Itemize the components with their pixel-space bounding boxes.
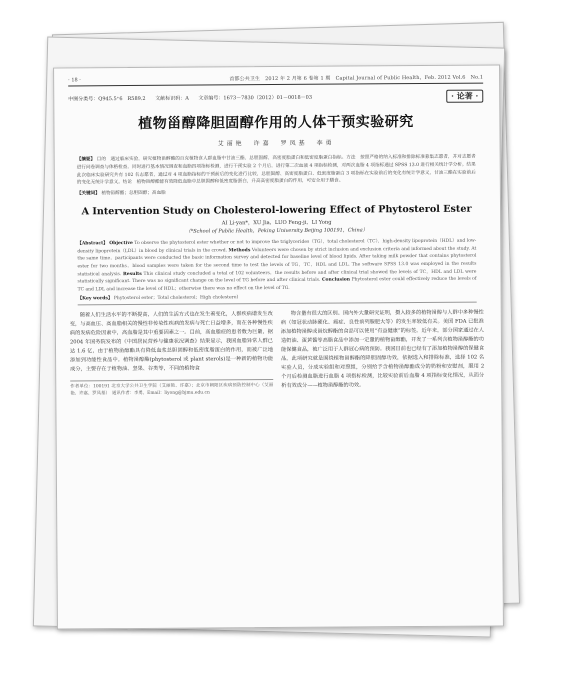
body-column-right (281, 309, 485, 396)
running-header (68, 74, 483, 87)
keywords-zh-text: 植物甾醇酯；总胆固醇；高血脂 (101, 190, 166, 197)
conclusion-label: Conclusion (321, 277, 351, 283)
keywords-en-text: Phytosterol ester；Total cholesterol；High cholesterol (113, 295, 238, 302)
classification-line (68, 90, 483, 106)
footnotes: 作者单位：100191 北京大学公共卫生学院（艾丽艳、许嘉）；北京市朝阳区疾病预防控制中心（艾丽艳、许嘉、罗凤基） 通讯作者：李勇，Email：liyong@bjmu.edu.cn (70, 379, 273, 397)
authors-zh: 艾丽艳 许嘉 罗凤基 李勇 (217, 139, 335, 148)
article-title-zh: 植物甾醇降胆固醇作用的人体干预实验研究 (138, 114, 414, 132)
article-id: 文章编号：1673－7830（2012）01－0018－03 (198, 94, 313, 102)
journal-info: 首都公共卫生 2012 年 2 月第 6 卷第 1 期 Capital Journal of Public Health，Feb. 2012 Vol.6 No.1 (229, 74, 484, 83)
document-code: 文献标识码：A (155, 95, 189, 102)
abstract-zh (76, 154, 481, 188)
keywords-en-label: 【Key words】 (77, 296, 113, 302)
column-badge: · 论著 · (446, 90, 483, 103)
objective-text: To observe the phytosterol ester whether or not to improve the triglycerides（TG），total cholesterol（TC），high-density lipoprotein（HDL）and low-density lipoprotein（LDL）in blood by clinical trials in the crowd. (77, 238, 477, 255)
front-page-sheet (53, 64, 504, 629)
authors-en: AI Li-yan*，XU Jia，LUO Feng-ji，LI Yong (221, 219, 332, 227)
body-paragraph: 物含量有很大的区别。国内外大量研究证明，摄入较多的植物甾醇与人群中多种慢性病（如冠状动脉硬化、癌症、良性前列腺肥大等）的发生率较低有关。美国 FDA 已批准添加植物甾醇或甾烷醇酯的食品可以使用“有益健康”的标签。近年来，部分国家通过在人造奶油、蛋黄酱等高脂食品中添加一定量的植物甾醇酯，开发了一系列含植物甾醇酯的功能保健食品，被广泛用于人群冠心病的预防。我国目前也已经有了添加植物甾醇的保健食品。此项研究就是围绕植物甾醇酯的降胆固醇功效，依据选入和排除标准，选择 102 名实验人员，分成实验组和对照组，分别给予含植物甾醇酯成分的奶粉和安慰剂，服用 2 个月后检测血脂进行血脂 4 项指标检测，比较实验前后血脂 4 项指标变化情况，从而分析有效成分——植物甾醇酯的功效。 (280, 309, 485, 390)
results-label: Results (123, 271, 142, 277)
page-number: · 18 · (68, 77, 81, 84)
body-columns (70, 309, 486, 398)
abstract-en (77, 238, 476, 294)
keywords-en (78, 293, 477, 306)
body-column-left (70, 310, 274, 397)
clc-number: 中图分类号：Q945.5⁺6 R589.2 (68, 95, 146, 103)
keywords-zh (77, 188, 476, 197)
body-paragraph: 随着人们生活水平的不断提高，人们的生活方式也在发生着变化，人群疾病谱发生改变，与高血压、高血脂相关的慢性非传染性疾病的发病与死亡日益增多，而在各种慢性疾病的发病危险因素中，高血脂是其中重要因素之一。目前，高血脂症的患者数为巨量，据 2004 年国务院发布的《中国居民营养与健康状况调查》结果显示，我国血脂异常人群已达 1.6 亿，由于植物甾醇酯具有降低血浆总胆固醇和低密度脂蛋白的作用，而被广泛地添加到功能性食品中。植物甾醇酯(phytosterol 或 plant sterols)是一种新的植物功能成分，主要存在于植物油、坚果、谷类等，不同的植物食 (69, 311, 274, 373)
objective-label: Objective (109, 241, 133, 247)
abstract-zh-label: 【摘要】 (76, 157, 96, 163)
methods-text: Volunteers were chosen by strict inclusion and exclusion criteria and informed about the study. At the same time，participants were conducted the basic information survey and detected for baseline level of blood lipids. After taking milk powder that contains phytosterol ester for two months，blood samples were taken for the second time to test the levels of TG，TC，HDL and LDL. The software SPSS 13.0 was employed in the results statistical analysis. (77, 246, 477, 277)
results-text: This clinical study concluded a total of 102 volunteers，the results before and after clinical trial showed the levels of TC，HDL and LDL were statistically significant. There was no significant change on the level of TG before and after clinical trials. (77, 269, 477, 285)
affiliation-en: （*School of Public Health，Peking University Beijing 100191，China） (185, 227, 368, 235)
abstract-en-label: 【Abstract】 (77, 241, 108, 247)
article-page (68, 74, 485, 398)
abstract-zh-text: 目的 通过临床实验，研究植物甾醇酯的百克植物食人群血脂中甘油三酯、总胆固醇、高密度脂蛋白和低密度脂蛋白指标。方法 按照严格的纳入标准和排除标准募集志愿者，并对志愿者进行问卷调查与体格检查，同时进行基本情况调查和血脂四项指标检测，进行干预实验 2 个月后，进行第二次血液 4 项指标检测，对两次血脂 4 项指标通过 SPSS 13.0 进行相关统计学分析。结果 此次临床实验研究共有 102 名志愿者，通过对 4 项血脂指标的干预前后的变化进行比较，总胆固醇、高密度脂蛋白、低密度脂蛋白 3 项指标在实验前后的变化有统计学意义，甘油三酯在实验前后的变化无统计学意义。结论 植物甾醇酯能有效降低血脂中总胆固醇和低密度脂蛋白，升高高密度脂蛋白的作用，可安全用于膳食。 (76, 154, 481, 186)
methods-label: Methods (228, 247, 251, 254)
keywords-zh-label: 【关键词】 (76, 191, 100, 197)
article-title-en: A Intervention Study on Cholesterol-lowering Effect of Phytosterol Ester (81, 203, 472, 218)
conclusion-text: Phytosterol ester could effectively reduce the levels of TC and LDL and increase the level of HDL；otherwise there was no effect on the level of TG. (77, 276, 477, 293)
